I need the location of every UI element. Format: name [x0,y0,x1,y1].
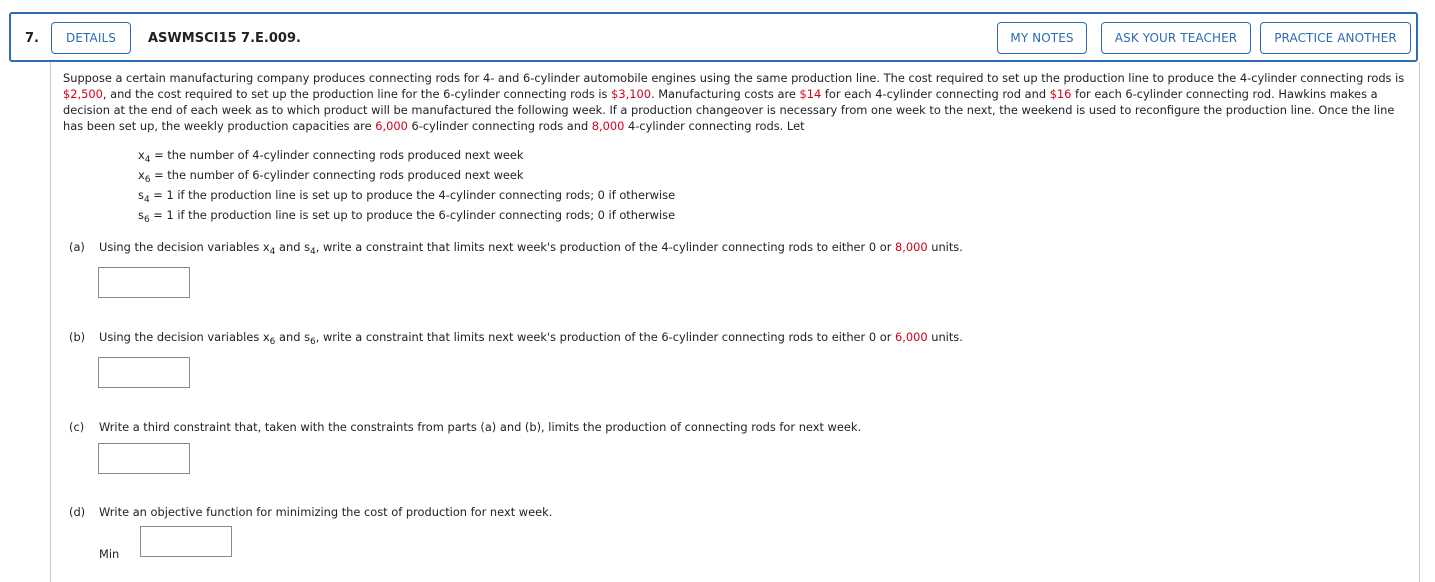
part-c-answer-input[interactable] [98,443,190,474]
capacity-6: 6,000 [375,119,408,133]
part-b-answer-input[interactable] [98,357,190,388]
definition-x4: $x_4$ = the number of 4-cylinder connecting rods produced next week [138,148,524,165]
details-button[interactable]: DETAILS [51,22,131,54]
my-notes-button[interactable]: MY NOTES [997,22,1087,54]
question-number: 7. [25,31,39,46]
part-c-prompt: (c) Write a third constraint that, taken with the constraints from parts (a) and (b), limits the production of connecting rods for next week. [69,420,862,434]
question-panel [50,62,1420,582]
capacity-4: 8,000 [591,119,625,133]
ask-your-teacher-button[interactable]: ASK YOUR TEACHER [1101,22,1251,54]
definition-s4: $s_4 = 1$ if the production line is set up to produce the 4-cylinder connecting rods; 0 if otherwise [138,188,676,205]
manufacturing-cost-4: $14 [799,87,822,101]
definition-x6: $x_6$ = the number of 6-cylinder connecting rods produced next week [138,168,524,185]
part-a-answer-input[interactable] [98,267,190,298]
definition-s6: $s_6 = 1$ if the production line is set up to produce the 6-cylinder connecting rods; 0 if otherwise [138,208,676,225]
part-d-prompt: (d) Write an objective function for minimizing the cost of production for next week. [69,505,553,519]
part-b-prompt: (b) Using the decision variables $x_6$ and $s_6$, write a constraint that limits next week's production of the 6-cylinder connecting rods to either 0 or 6,000 units. [69,330,963,347]
question-header [9,12,1418,62]
part-d-answer-input[interactable] [140,526,232,557]
min-label: Min [99,547,120,561]
part-a-prompt: (a) Using the decision variables $x_4$ and $s_4$, write a constraint that limits next week's production of the 4-cylinder connecting rods to either 0 or 8,000 units. [69,240,963,257]
problem-statement: Suppose a certain manufacturing company produces connecting rods for 4- and 6-cylinder automobile engines using the same production line. The cost required to set up the production line to produce the 4-cylinder connecting rods is $2,500, and the cost required to set up the production line for the 6-cylinder connecting rods is $3,100. Manufacturing costs are $14 for each 4-cylinder connecting rod and $16 for each 6-cylinder connecting rod. Hawkins makes a decision at the end of each week as to which product will be manufactured the following week. If a production changeover is necessary from one week to the next, the weekend is used to reconfigure the production line. Once the line has been set up, the weekly production capacities are 6,000 6-cylinder connecting rods and 8,000 4-cylinder connecting rods. Let [63,71,1405,133]
practice-another-button[interactable]: PRACTICE ANOTHER [1260,22,1411,54]
variable-definitions [138,147,675,227]
manufacturing-cost-6: $16 [1049,87,1072,101]
setup-cost-6: $3,100 [611,87,651,101]
question-code: ASWMSCI15 7.E.009. [148,31,301,46]
setup-cost-4: $2,500 [63,87,103,101]
